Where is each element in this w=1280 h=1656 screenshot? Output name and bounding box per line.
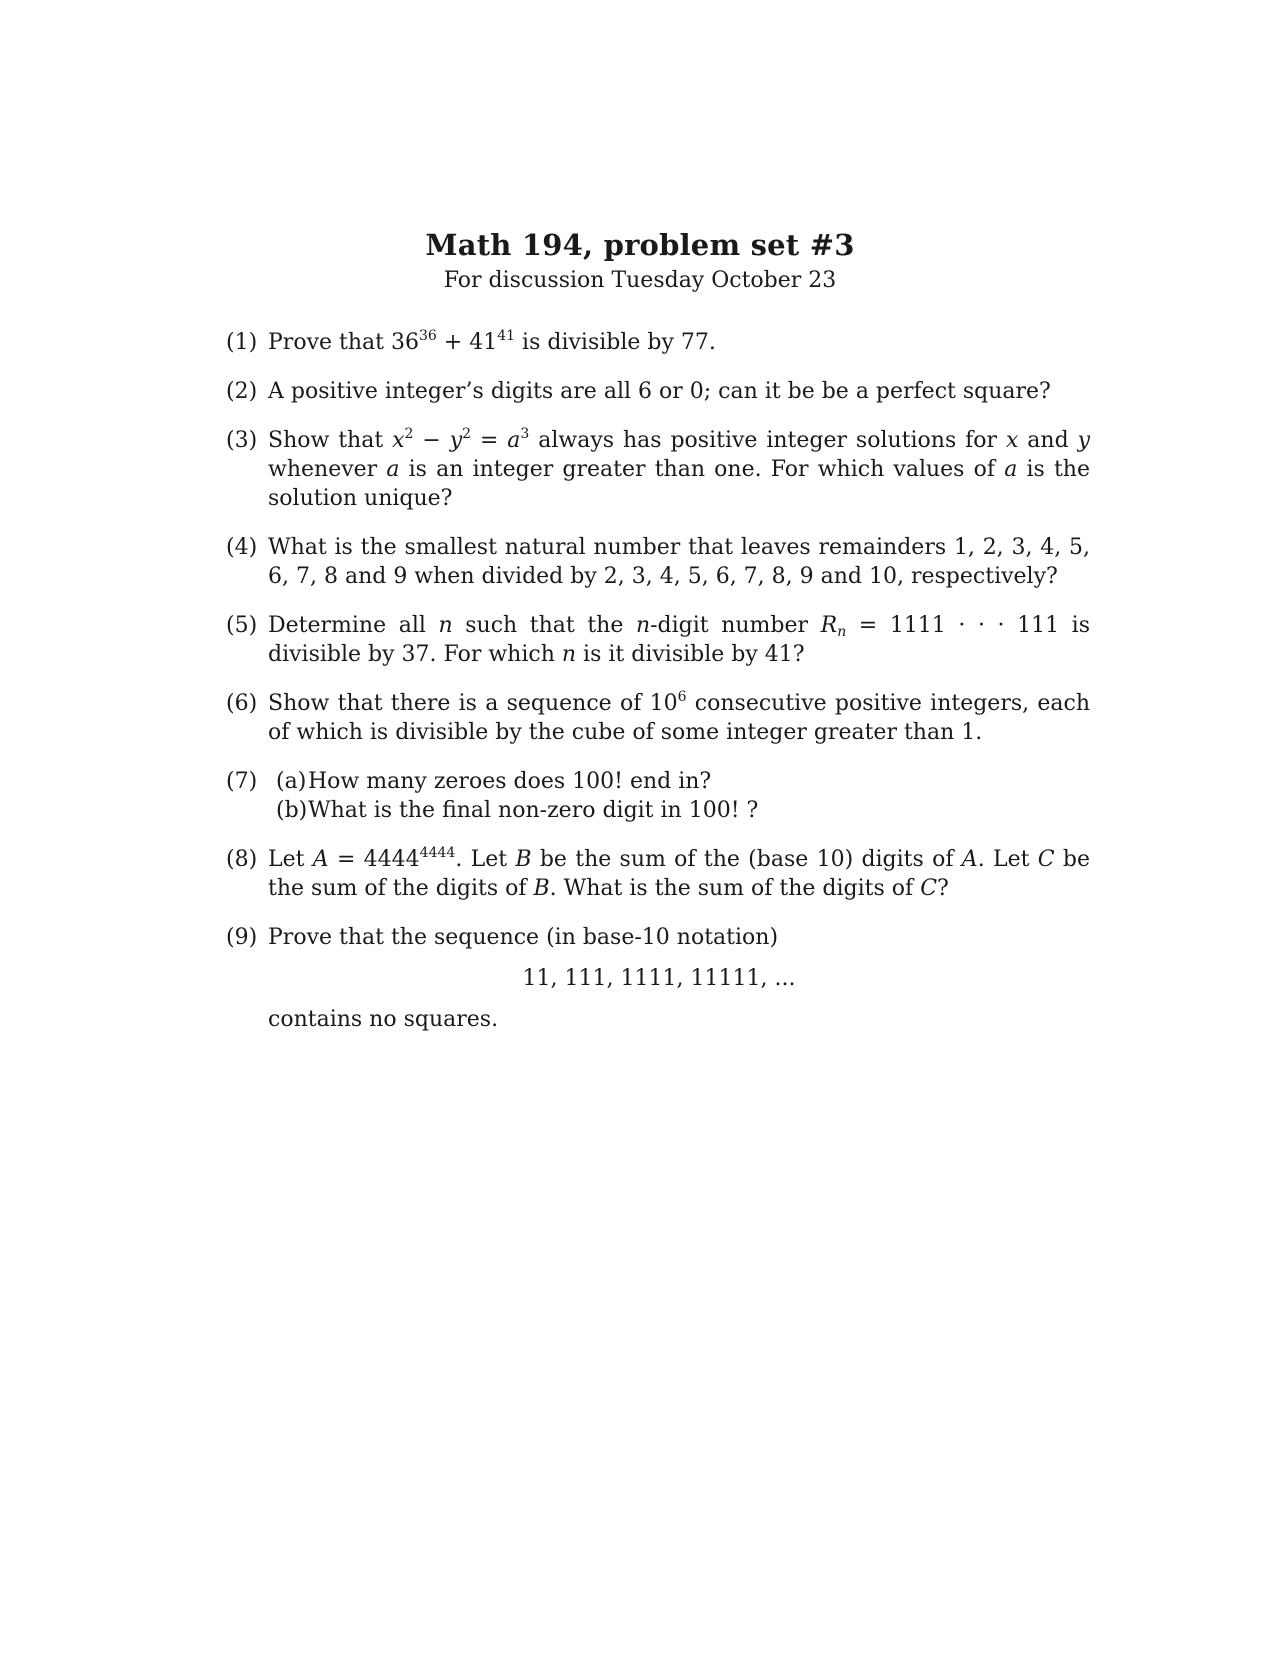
problem-text — [268, 767, 1090, 825]
display-sequence: 11, 111, 1111, 11111, ... — [522, 966, 796, 991]
page-subtitle: For discussion Tuesday October 23 — [443, 268, 837, 293]
problem-number: (7) — [226, 769, 258, 794]
sub-part-text: What is the final non-zero digit in 100! ? — [308, 798, 759, 823]
problem-intro: Prove that the sequence (in base-10 notation) — [268, 925, 779, 950]
problem-1 — [226, 328, 1090, 357]
problem-8 — [226, 845, 1090, 903]
problem-number: (3) — [226, 428, 258, 453]
problem-text — [268, 923, 1090, 1034]
problem-number: (4) — [226, 535, 258, 560]
sub-part-text: How many zeroes does 100! end in? — [308, 769, 712, 794]
sub-part-label: (b) — [276, 798, 308, 823]
problem-number: (6) — [226, 691, 258, 716]
problem-2 — [226, 377, 1090, 406]
problem-7 — [226, 767, 1090, 825]
problem-5 — [226, 611, 1090, 669]
problem-outro: contains no squares. — [268, 1007, 499, 1032]
sub-part-b — [268, 796, 1090, 825]
problem-number: (5) — [226, 613, 258, 638]
problem-number: (1) — [226, 330, 258, 355]
sub-part-label: (a) — [276, 769, 307, 794]
problem-list — [226, 328, 1090, 1054]
problem-text: A positive integer’s digits are all 6 or 0; can it be be a perfect square? — [268, 379, 1051, 404]
problem-text: Determine all n such that the n-digit number $R_n = 1111$ · · · 111 is divisible by 37. For which n is it divisible by 41? — [268, 613, 1091, 667]
problem-6 — [226, 689, 1090, 747]
problem-text: Let $A = 4444^{4444}$. Let B be the sum of the (base 10) digits of A. Let C be the sum of the digits of B. What is the sum of the digits of C? — [268, 845, 1090, 901]
problem-text: Prove that $36^{36} + 41^{41}$ is divisible by 77. — [268, 328, 716, 355]
problem-text: What is the smallest natural number that leaves remainders 1, 2, 3, 4, 5, 6, 7, 8 and 9 when divided by 2, 3, 4, 5, 6, 7, 8, 9 and 10, respectively? — [268, 535, 1090, 589]
problem-number: (9) — [226, 925, 258, 950]
sub-part-a — [268, 767, 1090, 796]
problem-text: Show that $x^2 - y^2 = a^3$ always has positive integer solutions for x and y whenever a is an integer greater than one. For which values of a is the solution unique? — [268, 426, 1090, 511]
problem-4 — [226, 533, 1090, 591]
problem-text: Show that there is a sequence of $10^6$ consecutive positive integers, each of which is divisible by the cube of some integer greater than 1. — [268, 689, 1091, 745]
page-title: Math 194, problem set #3 — [425, 228, 855, 262]
problem-9 — [226, 923, 1090, 1034]
problem-number: (2) — [226, 379, 258, 404]
problem-number: (8) — [226, 847, 258, 872]
problem-3 — [226, 426, 1090, 513]
